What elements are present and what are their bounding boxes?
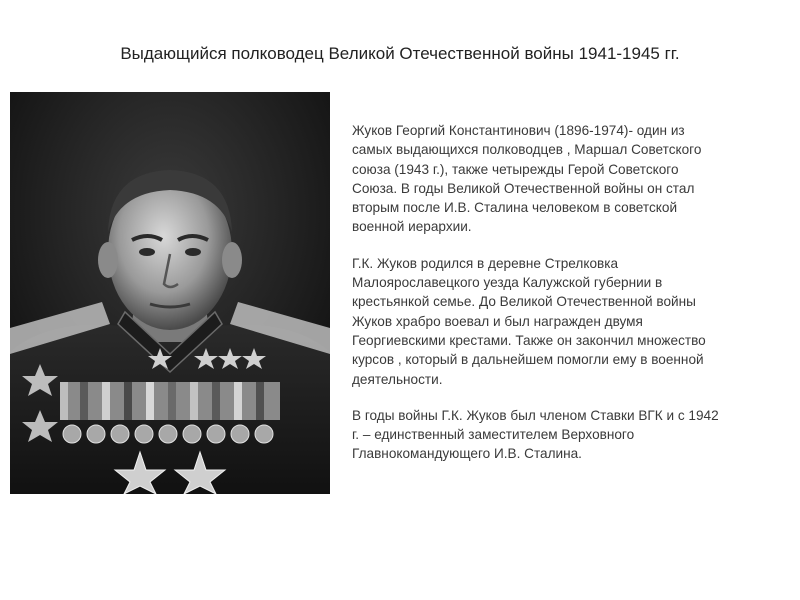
paragraph-war-years: В годы войны Г.К. Жуков был членом Ставки ВГК и с 1942 г. – единственный заместителем Верховного Главнокомандующего И.В. Сталина. <box>352 407 719 462</box>
paragraph-biography: Жуков Георгий Константинович (1896-1974)- один из самых выдающихся полководцев , Маршал Советского союза (1943 г.), также четырежды Герой Советского Союза. В годы Великой Отечественной войны он стал вторым после И.В. Сталина человеком в советской военной иерархии. <box>352 123 702 235</box>
portrait-illustration <box>10 92 330 494</box>
portrait-photo <box>10 92 330 494</box>
slide-title: Выдающийся полководец Великой Отечественной войны 1941-1945 гг. <box>120 44 680 63</box>
paragraph-early-life: Г.К. Жуков родился в деревне Стрелковка Малоярославецкого уезда Калужской губернии в крестьянкой семье. До Великой Отечественной войны Жуков храбро воевал и был награжден двумя Георгиевскими крестами. Также он закончил множество курсов , который в дальнейшем помогли ему в военной деятельности. <box>352 255 706 387</box>
description-text <box>352 121 782 481</box>
